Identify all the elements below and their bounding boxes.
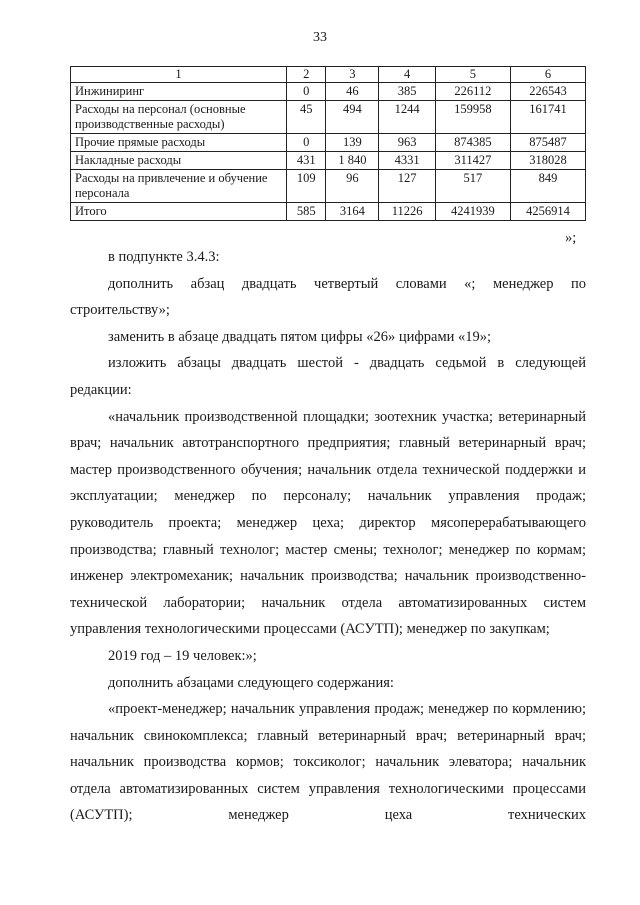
table-total-row	[71, 203, 586, 221]
row-value: 385	[379, 83, 436, 101]
row-value: 431	[287, 152, 326, 170]
row-value: 96	[326, 170, 379, 203]
row-value: 311427	[435, 152, 510, 170]
row-value: 127	[379, 170, 436, 203]
row-label: Накладные расходы	[71, 152, 287, 170]
row-value: 963	[379, 134, 436, 152]
table-row	[71, 83, 586, 101]
row-value: 875487	[510, 134, 585, 152]
row-value: 517	[435, 170, 510, 203]
document-body	[70, 244, 586, 829]
paragraph: «проект-менеджер; начальник управления продаж; менеджер по кормлению; начальник свинокомплекса; главный ветеринарный врач; ветеринарный врач; начальник производства кормов; токсиколог; начальник элеватора; начальник отдела автоматизированных систем управления технологическими процессами (АСУТП); менеджер цеха технических	[70, 701, 586, 824]
paragraph: дополнить абзацами следующего содержания:	[108, 674, 394, 691]
row-value: 874385	[435, 134, 510, 152]
row-value: 585	[287, 203, 326, 221]
row-value: 1 840	[326, 152, 379, 170]
table-closing-mark: »;	[565, 230, 577, 246]
paragraph: заменить в абзаце двадцать пятом цифры «26» цифрами «19»;	[108, 328, 492, 345]
header-cell-3: 3	[326, 67, 379, 83]
header-cell-6: 6	[510, 67, 585, 83]
row-value: 46	[326, 83, 379, 101]
table-row	[71, 101, 586, 134]
header-cell-2: 2	[287, 67, 326, 83]
row-value: 849	[510, 170, 585, 203]
row-value: 226543	[510, 83, 585, 101]
header-cell-1: 1	[71, 67, 287, 83]
row-value: 3164	[326, 203, 379, 221]
paragraph: в подпункте 3.4.3:	[108, 249, 220, 265]
row-value: 494	[326, 101, 379, 134]
row-label: Прочие прямые расходы	[71, 134, 287, 152]
row-label: Инжиниринг	[71, 83, 287, 101]
header-cell-4: 4	[379, 67, 436, 83]
row-value: 4256914	[510, 203, 585, 221]
row-value: 4331	[379, 152, 436, 170]
row-label: Итого	[71, 203, 287, 221]
row-value: 159958	[435, 101, 510, 134]
table-row	[71, 170, 586, 203]
cost-table	[70, 66, 586, 221]
paragraph: изложить абзацы двадцать шестой - двадцать седьмой в следующей редакции:	[70, 355, 586, 398]
row-value: 226112	[435, 83, 510, 101]
row-value: 1244	[379, 101, 436, 134]
row-label: Расходы на привлечение и обучение персонала	[71, 170, 287, 203]
row-value: 45	[287, 101, 326, 134]
row-value: 139	[326, 134, 379, 152]
row-value: 318028	[510, 152, 585, 170]
row-label: Расходы на персонал (основные производственные расходы)	[71, 101, 287, 134]
row-value: 109	[287, 170, 326, 203]
table-row	[71, 152, 586, 170]
paragraph: дополнить абзац двадцать четвертый словами «; менеджер по строительству»;	[70, 275, 586, 319]
paragraph: «начальник производственной площадки; зоотехник участка; ветеринарный врач; начальник автотранспортного предприятия; главный ветеринарный врач; мастер производственного обучения; начальник отдела технической поддержки и эксплуатации; менеджер по персоналу; начальник управления продаж; руководитель проекта; менеджер цеха; директор мясоперерабатывающего производства; главный технолог; мастер смены; технолог; менеджер по кормам; инженер электромеханик; начальник производства; начальник производственно-технической лаборатории; начальник отдела автоматизированных систем управления технологическими процессами (АСУТП); менеджер по закупкам;	[70, 408, 586, 638]
table-header-row	[71, 67, 586, 83]
paragraph: 2019 год – 19 человек:»;	[108, 647, 257, 664]
row-value: 4241939	[435, 203, 510, 221]
header-cell-5: 5	[435, 67, 510, 83]
row-value: 11226	[379, 203, 436, 221]
page-number: 33	[313, 30, 327, 45]
row-value: 0	[287, 134, 326, 152]
row-value: 161741	[510, 101, 585, 134]
row-value: 0	[287, 83, 326, 101]
table-row	[71, 134, 586, 152]
